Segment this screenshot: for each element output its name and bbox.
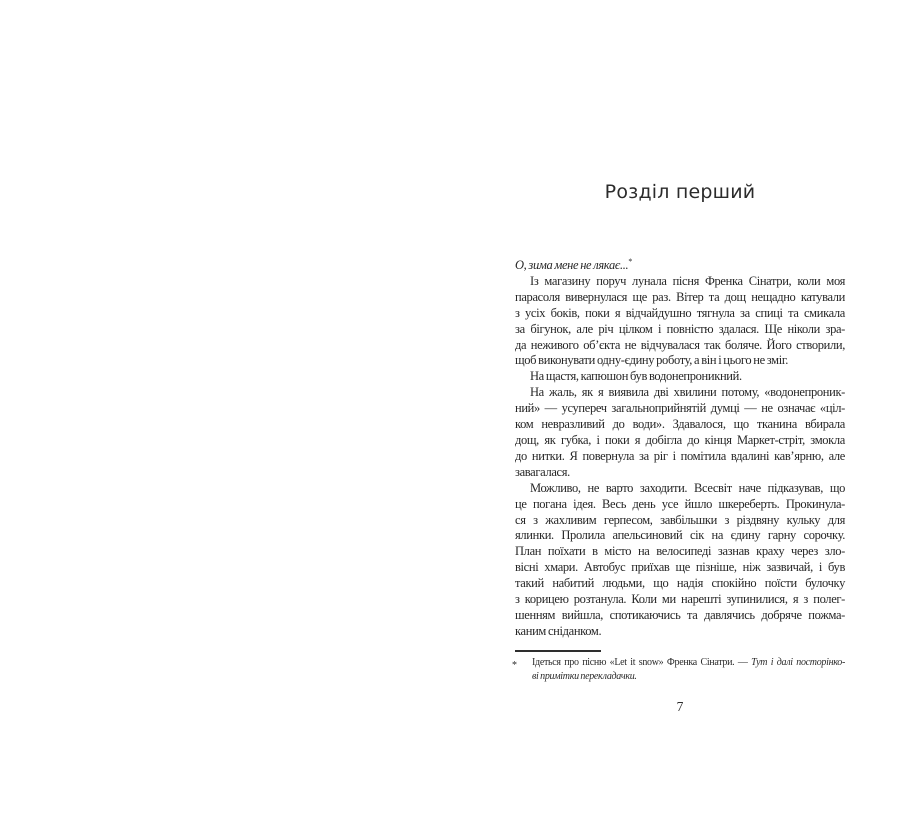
- text-line: Із магазину поруч лунала пісня Френка Сінатри, коли моя: [530, 273, 845, 288]
- text-line: ком невразливий до води». Здавалося, що тканина вбирала: [515, 417, 845, 432]
- epigraph: [515, 258, 845, 274]
- footnote-segment: Тут і далі посторінко-: [751, 657, 845, 668]
- text-line: шенням вийшла, спотикаючись та давлячись добряче пожма-: [515, 607, 845, 622]
- footnote-reference-marker: *: [628, 256, 632, 266]
- paragraph: [515, 481, 845, 640]
- text-line: На жаль, як я виявила дві хвилини потому, «водонепроник-: [530, 385, 845, 400]
- text-line: ся з жахливим герпесом, завбільшки з різдвяну кульку для: [515, 512, 845, 527]
- text-line: вісні хмари. Автобус приїхав ще пізніше, ніж зазвичай, і був: [515, 560, 845, 575]
- text-line: ний» — усупереч загальноприйнятій думці — не означає «ціл-: [515, 401, 845, 416]
- text-line: до нитки. Я повернула за ріг і помітила вдалині кав’ярню, але: [515, 448, 845, 463]
- text-line: дощ, як губка, і поки я добігла до кінця Маркет-стріт, змокла: [515, 432, 845, 447]
- text-line: да неживого об’єкта не відчувалася так боляче. Його створили,: [515, 337, 845, 352]
- page-number: 7: [676, 699, 684, 714]
- paragraph: [515, 385, 845, 480]
- footnote-marker: *: [512, 660, 517, 671]
- text-line: парасоля вивернулася ще раз. Вітер та дощ нещадно катували: [515, 289, 845, 304]
- footnote: [512, 650, 845, 684]
- text-line: з усіх боків, поки я відчайдушно тягнула за спиці та смикала: [515, 305, 845, 320]
- text-line: каним сніданком.: [515, 623, 602, 638]
- footnote-text: [532, 656, 845, 684]
- text-line: щоб виконувати одну-єдину роботу, а він і цього не зміг.: [515, 353, 788, 368]
- text-line: Можливо, не варто заходити. Всесвіт наче підказував, що: [530, 480, 845, 495]
- text-line: завагалася.: [515, 464, 570, 479]
- text-line: це погана ідея. Весь день усе йшло шкереберть. Прокинула-: [515, 496, 845, 511]
- paragraph: [515, 274, 845, 369]
- text-line: План поїхати в місто на велосипеді зазнав краху через зло-: [515, 544, 845, 559]
- text-line: за бігунок, але річ цілком і повністю здалася. Ще ніколи зра-: [515, 321, 845, 336]
- footnote-line: [532, 656, 845, 670]
- body-paragraphs: [515, 274, 845, 640]
- text-line: з корицею розтанула. Коли ми нарешті зупинилися, я з полег-: [515, 592, 845, 607]
- text-line: ялинки. Пролила апельсиновий сік на єдину гарну сорочку.: [515, 528, 845, 543]
- footnote-segment: Ідеться про пісню «Let it snow» Френка Сінатри. —: [532, 657, 752, 668]
- text-line: На щастя, капюшон був водонепроникний.: [530, 369, 742, 384]
- footnote-line: [532, 670, 845, 684]
- footnote-divider-rule: [515, 650, 601, 652]
- text-block: [515, 258, 845, 640]
- chapter-title: Розділ перший: [604, 181, 756, 203]
- paragraph: [515, 369, 845, 385]
- footnote-segment: ві примітки перекладачки.: [532, 671, 637, 682]
- epigraph-text: О, зима мене не лякає...: [515, 258, 629, 272]
- text-line: такий набитий людьми, що надія спокійно поїсти булочку: [515, 576, 845, 591]
